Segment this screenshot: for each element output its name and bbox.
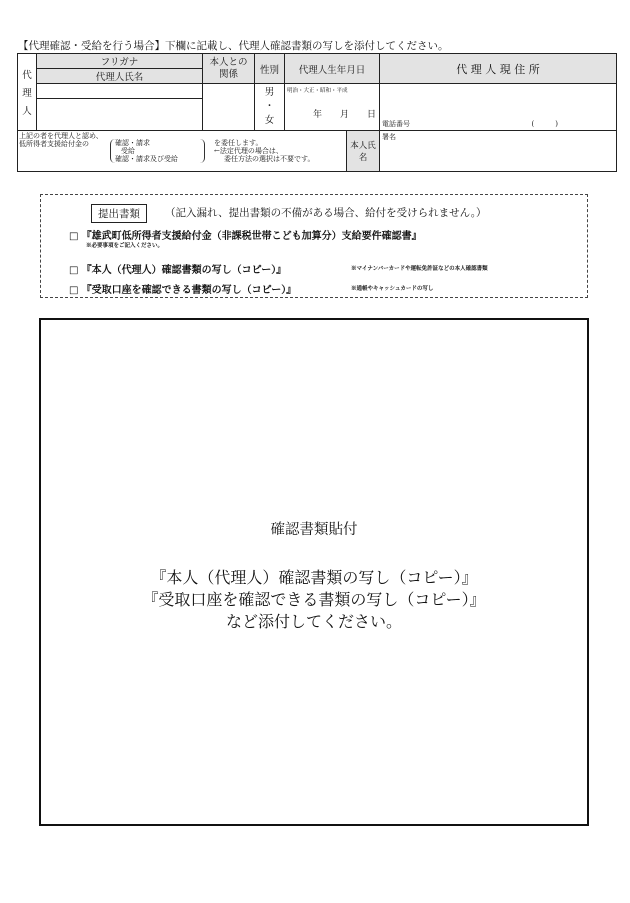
checklist-item[interactable]: □ 『受取口座を確認できる書類の写し（コピー）』 <box>69 285 297 296</box>
era-options: 明治・大正・昭和・平成 <box>287 88 348 94</box>
attach-line: 『受取口座を確認できる書類の写し（コピー）』 <box>142 590 486 609</box>
ymd-label: 年 月 日 <box>313 110 377 120</box>
attach-title: 確認書類貼付 <box>270 522 358 538</box>
attach-line: 『本人（代理人）確認書類の写し（コピー）』 <box>150 568 478 587</box>
delegation-statement: 上記の者を代理人と認め、 低所得者支援給付金の 確認・請求 受給 確認・請求及び受給 を委任します。 ←法定代理の場合は、 委任方法の選択は不要です。 <box>18 131 285 172</box>
gender-header: 性別 <box>255 54 285 84</box>
checkbox-icon[interactable]: □ <box>69 265 79 276</box>
principal-name-header: 本人氏名 <box>347 131 380 172</box>
submission-note: （記入漏れ、提出書類の不備がある場合、給付を受けられません。） <box>165 207 487 219</box>
delegate-name-header: 代理人氏名 <box>37 69 203 84</box>
gender-choice[interactable]: 男 ・ 女 <box>255 84 285 131</box>
signature-label: 署名 <box>382 133 397 141</box>
checklist-item[interactable]: □ 『本人（代理人）確認書類の写し（コピー）』 <box>69 265 287 276</box>
address-header: 代 理 人 現 住 所 <box>380 54 617 84</box>
document-attach-area <box>39 318 589 826</box>
item-note: ※マイナンバーカードや運転免許証などの本人確認書類 <box>351 266 488 272</box>
attach-line: など添付してください。 <box>225 612 402 631</box>
birthdate-field[interactable] <box>285 84 380 131</box>
checkbox-icon[interactable]: □ <box>69 231 79 242</box>
delegate-name-field[interactable] <box>37 99 203 131</box>
principal-signature-field[interactable] <box>380 131 617 172</box>
delegate-side-label: 代 理 人 <box>18 54 37 131</box>
submission-documents-box <box>40 194 588 298</box>
furigana-field[interactable] <box>37 84 203 99</box>
phone-label: 電話番号 ( ) <box>382 120 559 128</box>
item-subnote: ※必要事項をご記入ください。 <box>86 243 164 249</box>
delegation-options[interactable]: 確認・請求 受給 確認・請求及び受給 <box>110 139 178 163</box>
checklist-item[interactable]: □ 『雄武町低所得者支援給付金（非課税世帯こども加算分）支給要件確認書』 <box>69 231 422 242</box>
relation-header: 本人との 関係 <box>203 54 255 84</box>
delegate-section-heading: 【代理確認・受給を行う場合】下欄に記載し、代理人確認書類の写しを添付してください。 <box>18 40 449 52</box>
submission-label: 提出書類 <box>91 204 147 223</box>
item-note: ※通帳やキャッシュカードの写し <box>351 286 434 292</box>
furigana-header: フリガナ <box>37 54 203 69</box>
delegate-info-table <box>17 53 617 172</box>
birthdate-header: 代理人生年月日 <box>285 54 380 84</box>
address-field[interactable] <box>380 84 617 131</box>
checkbox-icon[interactable]: □ <box>69 285 79 296</box>
relation-field[interactable] <box>203 84 255 131</box>
